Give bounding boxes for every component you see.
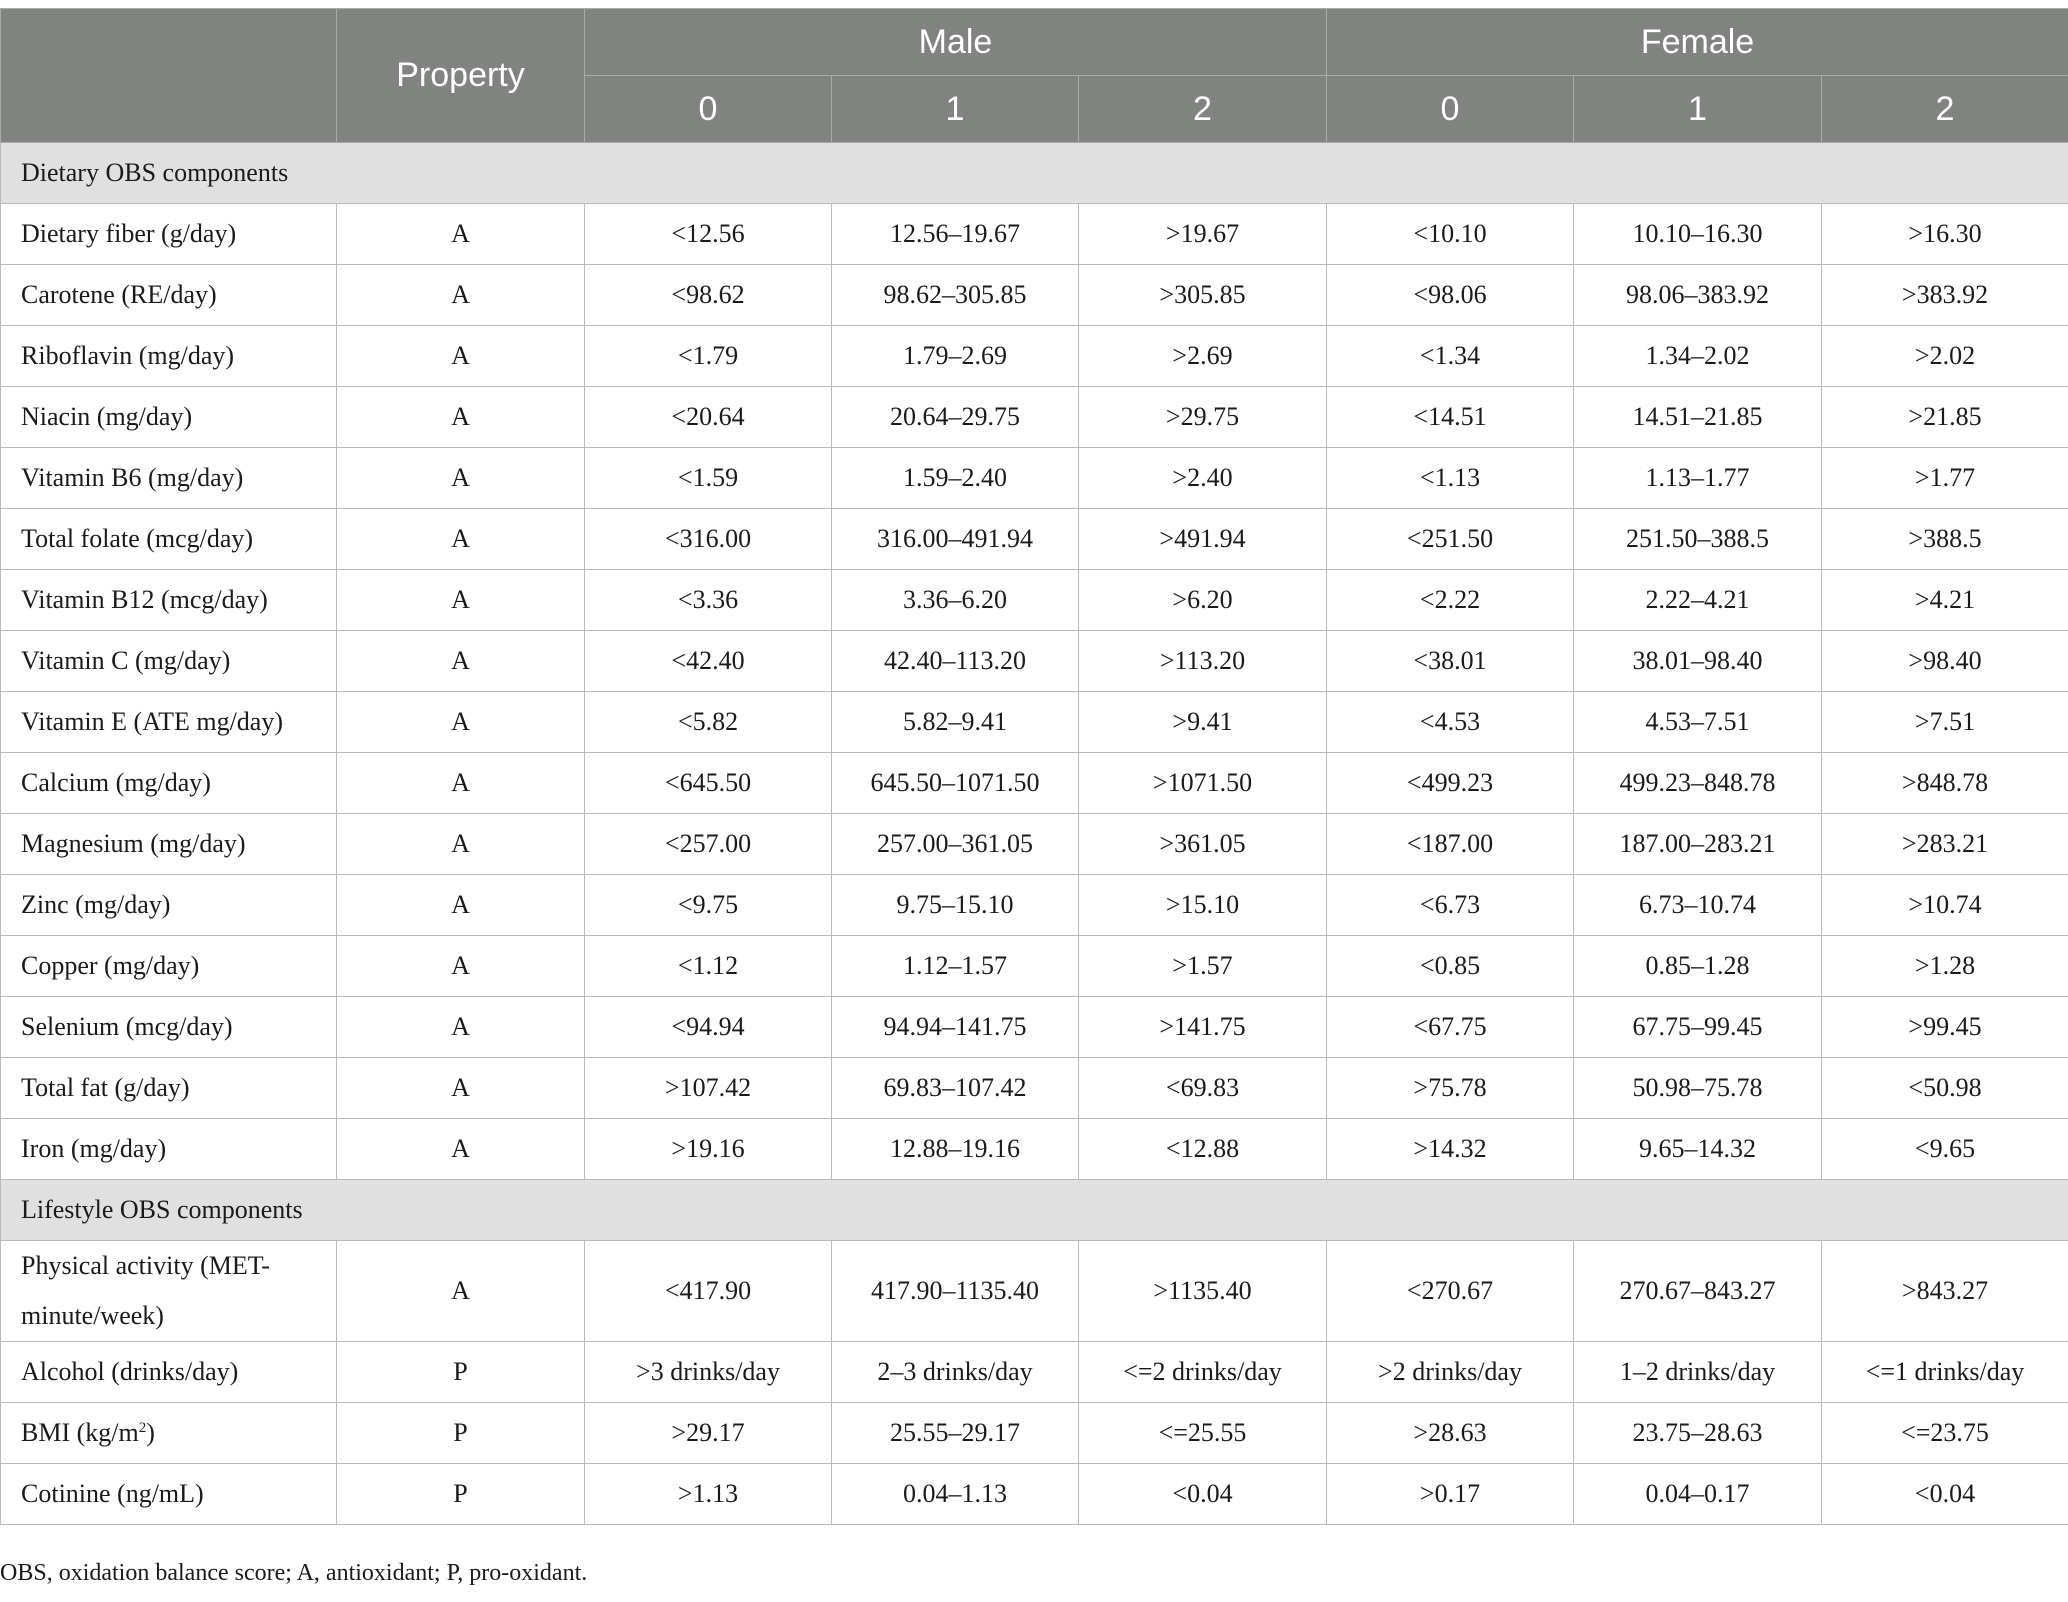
- header-female: Female: [1327, 9, 2068, 76]
- male-score-cell: <645.50: [585, 753, 832, 814]
- male-score-cell: <=25.55: [1079, 1403, 1327, 1464]
- property-cell: A: [337, 875, 585, 936]
- property-cell: A: [337, 1241, 585, 1342]
- female-score-cell: <38.01: [1327, 631, 1574, 692]
- table-row: [1, 692, 2068, 753]
- female-score-cell: <0.04: [1822, 1464, 2068, 1525]
- male-score-cell: 316.00–491.94: [832, 509, 1079, 570]
- female-score-cell: <67.75: [1327, 997, 1574, 1058]
- section-title: Lifestyle OBS components: [1, 1180, 2068, 1241]
- male-score-cell: >113.20: [1079, 631, 1327, 692]
- table-row: [1, 1403, 2068, 1464]
- property-cell: A: [337, 204, 585, 265]
- section-row: [1, 1180, 2068, 1241]
- female-score-cell: >283.21: [1822, 814, 2068, 875]
- property-cell: A: [337, 387, 585, 448]
- female-score-cell: 270.67–843.27: [1574, 1241, 1822, 1342]
- male-score-cell: <12.88: [1079, 1119, 1327, 1180]
- row-label-text: Carotene (RE/day): [21, 280, 217, 309]
- female-score-cell: 98.06–383.92: [1574, 265, 1822, 326]
- female-score-cell: >16.30: [1822, 204, 2068, 265]
- property-cell: A: [337, 692, 585, 753]
- male-score-cell: 257.00–361.05: [832, 814, 1079, 875]
- row-label-text: Copper (mg/day): [21, 951, 200, 980]
- male-score-cell: 1.12–1.57: [832, 936, 1079, 997]
- row-label-text: Total folate (mcg/day): [21, 524, 254, 553]
- female-score-cell: 10.10–16.30: [1574, 204, 1822, 265]
- male-score-cell: >19.16: [585, 1119, 832, 1180]
- property-cell: A: [337, 1119, 585, 1180]
- header-property: Property: [337, 9, 585, 143]
- female-score-cell: >98.40: [1822, 631, 2068, 692]
- property-cell: A: [337, 326, 585, 387]
- male-score-cell: >2.40: [1079, 448, 1327, 509]
- property-cell: A: [337, 1058, 585, 1119]
- female-score-cell: >14.32: [1327, 1119, 1574, 1180]
- header-score: 2: [1822, 76, 2068, 143]
- header-score: 2: [1079, 76, 1327, 143]
- female-score-cell: 23.75–28.63: [1574, 1403, 1822, 1464]
- male-score-cell: >29.75: [1079, 387, 1327, 448]
- female-score-cell: <270.67: [1327, 1241, 1574, 1342]
- table-row: [1, 204, 2068, 265]
- row-label-text: Vitamin B12 (mcg/day): [21, 585, 268, 614]
- female-score-cell: >99.45: [1822, 997, 2068, 1058]
- male-score-cell: >1.57: [1079, 936, 1327, 997]
- row-label-text: Calcium (mg/day): [21, 768, 211, 797]
- male-score-cell: <1.59: [585, 448, 832, 509]
- male-score-cell: <3.36: [585, 570, 832, 631]
- male-score-cell: 94.94–141.75: [832, 997, 1079, 1058]
- property-cell: A: [337, 448, 585, 509]
- male-score-cell: >1135.40: [1079, 1241, 1327, 1342]
- header-score: 1: [1574, 76, 1822, 143]
- female-score-cell: <251.50: [1327, 509, 1574, 570]
- male-score-cell: >305.85: [1079, 265, 1327, 326]
- table-row: [1, 326, 2068, 387]
- male-score-cell: <5.82: [585, 692, 832, 753]
- female-score-cell: 9.65–14.32: [1574, 1119, 1822, 1180]
- row-label: [1, 387, 337, 448]
- male-score-cell: <1.79: [585, 326, 832, 387]
- female-score-cell: >21.85: [1822, 387, 2068, 448]
- table-row: [1, 448, 2068, 509]
- property-cell: A: [337, 814, 585, 875]
- table-row: [1, 387, 2068, 448]
- female-score-cell: >10.74: [1822, 875, 2068, 936]
- table-header: [1, 9, 2068, 143]
- row-label-text: Cotinine (ng/mL): [21, 1479, 204, 1508]
- property-cell: P: [337, 1342, 585, 1403]
- female-score-cell: <14.51: [1327, 387, 1574, 448]
- row-label: [1, 631, 337, 692]
- row-label: [1, 570, 337, 631]
- female-score-cell: <9.65: [1822, 1119, 2068, 1180]
- female-score-cell: <10.10: [1327, 204, 1574, 265]
- male-score-cell: 2–3 drinks/day: [832, 1342, 1079, 1403]
- row-label: [1, 1241, 337, 1342]
- row-label-text: Vitamin C (mg/day): [21, 646, 231, 675]
- female-score-cell: <2.22: [1327, 570, 1574, 631]
- male-score-cell: <257.00: [585, 814, 832, 875]
- male-score-cell: 5.82–9.41: [832, 692, 1079, 753]
- row-label-text: Vitamin E (ATE mg/day): [21, 707, 283, 736]
- row-label: [1, 204, 337, 265]
- male-score-cell: <98.62: [585, 265, 832, 326]
- male-score-cell: 417.90–1135.40: [832, 1241, 1079, 1342]
- male-score-cell: 0.04–1.13: [832, 1464, 1079, 1525]
- row-label: [1, 753, 337, 814]
- female-score-cell: >843.27: [1822, 1241, 2068, 1342]
- header-score: 0: [1327, 76, 1574, 143]
- row-label-text: Physical activity (MET-minute/week): [21, 1251, 270, 1330]
- male-score-cell: 1.59–2.40: [832, 448, 1079, 509]
- row-label-tail: ): [146, 1418, 155, 1447]
- row-label-text: BMI (kg/m: [21, 1418, 139, 1447]
- female-score-cell: <50.98: [1822, 1058, 2068, 1119]
- male-score-cell: >107.42: [585, 1058, 832, 1119]
- table-row: [1, 1241, 2068, 1342]
- female-score-cell: >0.17: [1327, 1464, 1574, 1525]
- female-score-cell: <499.23: [1327, 753, 1574, 814]
- female-score-cell: 14.51–21.85: [1574, 387, 1822, 448]
- table-container: [0, 8, 2068, 1525]
- row-label: [1, 265, 337, 326]
- female-score-cell: >848.78: [1822, 753, 2068, 814]
- male-score-cell: >15.10: [1079, 875, 1327, 936]
- property-cell: A: [337, 509, 585, 570]
- row-label-text: Selenium (mcg/day): [21, 1012, 233, 1041]
- female-score-cell: 0.85–1.28: [1574, 936, 1822, 997]
- male-score-cell: >361.05: [1079, 814, 1327, 875]
- table-row: [1, 997, 2068, 1058]
- female-score-cell: <=1 drinks/day: [1822, 1342, 2068, 1403]
- row-label-text: Magnesium (mg/day): [21, 829, 246, 858]
- female-score-cell: 251.50–388.5: [1574, 509, 1822, 570]
- female-score-cell: <0.85: [1327, 936, 1574, 997]
- male-score-cell: >9.41: [1079, 692, 1327, 753]
- row-label: [1, 448, 337, 509]
- table-row: [1, 875, 2068, 936]
- row-label: [1, 997, 337, 1058]
- male-score-cell: >2.69: [1079, 326, 1327, 387]
- male-score-cell: 69.83–107.42: [832, 1058, 1079, 1119]
- male-score-cell: <9.75: [585, 875, 832, 936]
- property-cell: A: [337, 631, 585, 692]
- male-score-cell: 3.36–6.20: [832, 570, 1079, 631]
- female-score-cell: <1.13: [1327, 448, 1574, 509]
- female-score-cell: >1.28: [1822, 936, 2068, 997]
- row-label: [1, 326, 337, 387]
- male-score-cell: >1071.50: [1079, 753, 1327, 814]
- table-row: [1, 1058, 2068, 1119]
- female-score-cell: >2.02: [1822, 326, 2068, 387]
- row-label-text: Dietary fiber (g/day): [21, 219, 237, 248]
- female-score-cell: >1.77: [1822, 448, 2068, 509]
- male-score-cell: >6.20: [1079, 570, 1327, 631]
- female-score-cell: 50.98–75.78: [1574, 1058, 1822, 1119]
- female-score-cell: >75.78: [1327, 1058, 1574, 1119]
- female-score-cell: <187.00: [1327, 814, 1574, 875]
- property-cell: A: [337, 936, 585, 997]
- male-score-cell: <417.90: [585, 1241, 832, 1342]
- male-score-cell: 1.79–2.69: [832, 326, 1079, 387]
- property-cell: A: [337, 997, 585, 1058]
- male-score-cell: >141.75: [1079, 997, 1327, 1058]
- female-score-cell: 4.53–7.51: [1574, 692, 1822, 753]
- section-title: Dietary OBS components: [1, 143, 2068, 204]
- obs-table: [0, 8, 2068, 1525]
- male-score-cell: <1.12: [585, 936, 832, 997]
- property-cell: P: [337, 1464, 585, 1525]
- row-label: [1, 1342, 337, 1403]
- table-body: [1, 143, 2068, 1525]
- male-score-cell: 98.62–305.85: [832, 265, 1079, 326]
- female-score-cell: <=23.75: [1822, 1403, 2068, 1464]
- male-score-cell: 42.40–113.20: [832, 631, 1079, 692]
- property-cell: A: [337, 753, 585, 814]
- header-blank-cell: [1, 9, 337, 143]
- row-label-text: Alcohol (drinks/day): [21, 1357, 239, 1386]
- row-label: [1, 1403, 337, 1464]
- table-row: [1, 1342, 2068, 1403]
- female-score-cell: >388.5: [1822, 509, 2068, 570]
- row-label: [1, 1464, 337, 1525]
- female-score-cell: 67.75–99.45: [1574, 997, 1822, 1058]
- row-label-text: Niacin (mg/day): [21, 402, 193, 431]
- male-score-cell: <=2 drinks/day: [1079, 1342, 1327, 1403]
- property-cell: P: [337, 1403, 585, 1464]
- row-label-text: Vitamin B6 (mg/day): [21, 463, 244, 492]
- female-score-cell: 187.00–283.21: [1574, 814, 1822, 875]
- female-score-cell: >4.21: [1822, 570, 2068, 631]
- female-score-cell: 2.22–4.21: [1574, 570, 1822, 631]
- table-row: [1, 570, 2068, 631]
- row-label-text: Total fat (g/day): [21, 1073, 190, 1102]
- row-label: [1, 875, 337, 936]
- male-score-cell: 9.75–15.10: [832, 875, 1079, 936]
- female-score-cell: <1.34: [1327, 326, 1574, 387]
- table-footnote: OBS, oxidation balance score; A, antioxidant; P, pro-oxidant.: [0, 1560, 588, 1586]
- female-score-cell: 1.13–1.77: [1574, 448, 1822, 509]
- male-score-cell: >491.94: [1079, 509, 1327, 570]
- male-score-cell: >19.67: [1079, 204, 1327, 265]
- female-score-cell: 1–2 drinks/day: [1574, 1342, 1822, 1403]
- table-row: [1, 1464, 2068, 1525]
- male-score-cell: <0.04: [1079, 1464, 1327, 1525]
- row-label-text: Zinc (mg/day): [21, 890, 171, 919]
- male-score-cell: <94.94: [585, 997, 832, 1058]
- female-score-cell: 1.34–2.02: [1574, 326, 1822, 387]
- header-score: 0: [585, 76, 832, 143]
- row-label: [1, 1119, 337, 1180]
- male-score-cell: 12.88–19.16: [832, 1119, 1079, 1180]
- table-row: [1, 814, 2068, 875]
- table-row: [1, 265, 2068, 326]
- male-score-cell: >1.13: [585, 1464, 832, 1525]
- male-score-cell: 25.55–29.17: [832, 1403, 1079, 1464]
- male-score-cell: <42.40: [585, 631, 832, 692]
- female-score-cell: <6.73: [1327, 875, 1574, 936]
- table-row: [1, 509, 2068, 570]
- header-score: 1: [832, 76, 1079, 143]
- section-row: [1, 143, 2068, 204]
- table-row: [1, 936, 2068, 997]
- row-label-text: Riboflavin (mg/day): [21, 341, 235, 370]
- property-cell: A: [337, 265, 585, 326]
- female-score-cell: >2 drinks/day: [1327, 1342, 1574, 1403]
- row-label: [1, 692, 337, 753]
- row-label: [1, 509, 337, 570]
- female-score-cell: 38.01–98.40: [1574, 631, 1822, 692]
- table-row: [1, 1119, 2068, 1180]
- male-score-cell: 20.64–29.75: [832, 387, 1079, 448]
- male-score-cell: <69.83: [1079, 1058, 1327, 1119]
- female-score-cell: 499.23–848.78: [1574, 753, 1822, 814]
- female-score-cell: 0.04–0.17: [1574, 1464, 1822, 1525]
- female-score-cell: <98.06: [1327, 265, 1574, 326]
- male-score-cell: 12.56–19.67: [832, 204, 1079, 265]
- row-label: [1, 936, 337, 997]
- female-score-cell: 6.73–10.74: [1574, 875, 1822, 936]
- male-score-cell: 645.50–1071.50: [832, 753, 1079, 814]
- table-row: [1, 631, 2068, 692]
- female-score-cell: >7.51: [1822, 692, 2068, 753]
- row-label: [1, 814, 337, 875]
- male-score-cell: <12.56: [585, 204, 832, 265]
- male-score-cell: >3 drinks/day: [585, 1342, 832, 1403]
- female-score-cell: >28.63: [1327, 1403, 1574, 1464]
- property-cell: A: [337, 570, 585, 631]
- row-label-superscript: 2: [138, 1420, 147, 1436]
- male-score-cell: >29.17: [585, 1403, 832, 1464]
- female-score-cell: <4.53: [1327, 692, 1574, 753]
- table-row: [1, 753, 2068, 814]
- male-score-cell: <316.00: [585, 509, 832, 570]
- header-male: Male: [585, 9, 1327, 76]
- row-label-text: Iron (mg/day): [21, 1134, 167, 1163]
- male-score-cell: <20.64: [585, 387, 832, 448]
- row-label: [1, 1058, 337, 1119]
- female-score-cell: >383.92: [1822, 265, 2068, 326]
